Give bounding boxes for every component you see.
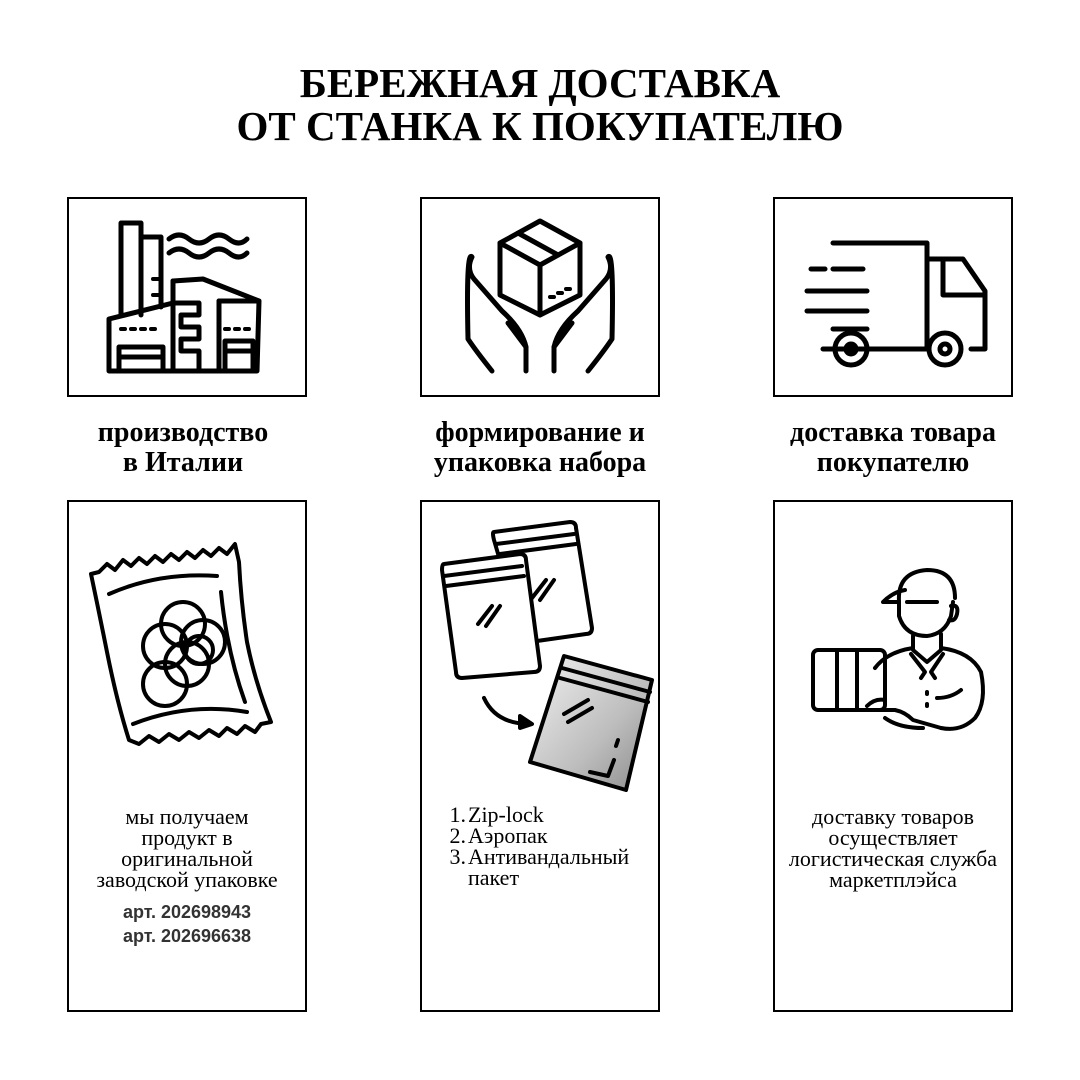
sealed-package-icon: [69, 502, 305, 792]
packing-detail-card: [420, 500, 660, 1012]
article-number: арт. 202696638: [122, 926, 252, 946]
list-item: 2. Аэропак: [449, 823, 548, 848]
list-item: 3. Антивандальный: [449, 844, 630, 869]
zip-bags-icon: [422, 502, 658, 798]
packaging-list: [444, 804, 629, 888]
article-numbers: [69, 900, 305, 948]
title-line-1: БЕРЕЖНАЯ ДОСТАВКА: [299, 60, 781, 106]
delivery-detail-card: [773, 500, 1013, 1012]
list-item: 1. Zip-lock: [449, 802, 544, 827]
delivery-description: доставку товаров осуществляет логистическая служба маркетплэйса: [788, 804, 998, 892]
step-1-label: производство в Италии: [97, 417, 269, 478]
delivery-truck-icon: [775, 199, 1011, 395]
title-line-2: ОТ СТАНКА К ПОКУПАТЕЛЮ: [236, 103, 844, 149]
step-2-label: формирование и упаковка набора: [433, 417, 647, 478]
delivery-card: [773, 197, 1013, 397]
box-in-hands-icon: [422, 199, 658, 395]
list-item-continuation: пакет: [468, 865, 520, 890]
page-title: [0, 62, 1080, 148]
production-detail-card: [67, 500, 307, 1012]
factory-card: [67, 197, 307, 397]
step-3-label: доставка товара покупателю: [790, 417, 996, 478]
courier-with-box-icon: [775, 502, 1011, 798]
factory-icon: [69, 199, 305, 395]
article-number: арт. 202698943: [122, 902, 252, 922]
production-description: мы получаем продукт в оригинальной заводской упаковке: [96, 804, 278, 892]
packing-card: [420, 197, 660, 397]
